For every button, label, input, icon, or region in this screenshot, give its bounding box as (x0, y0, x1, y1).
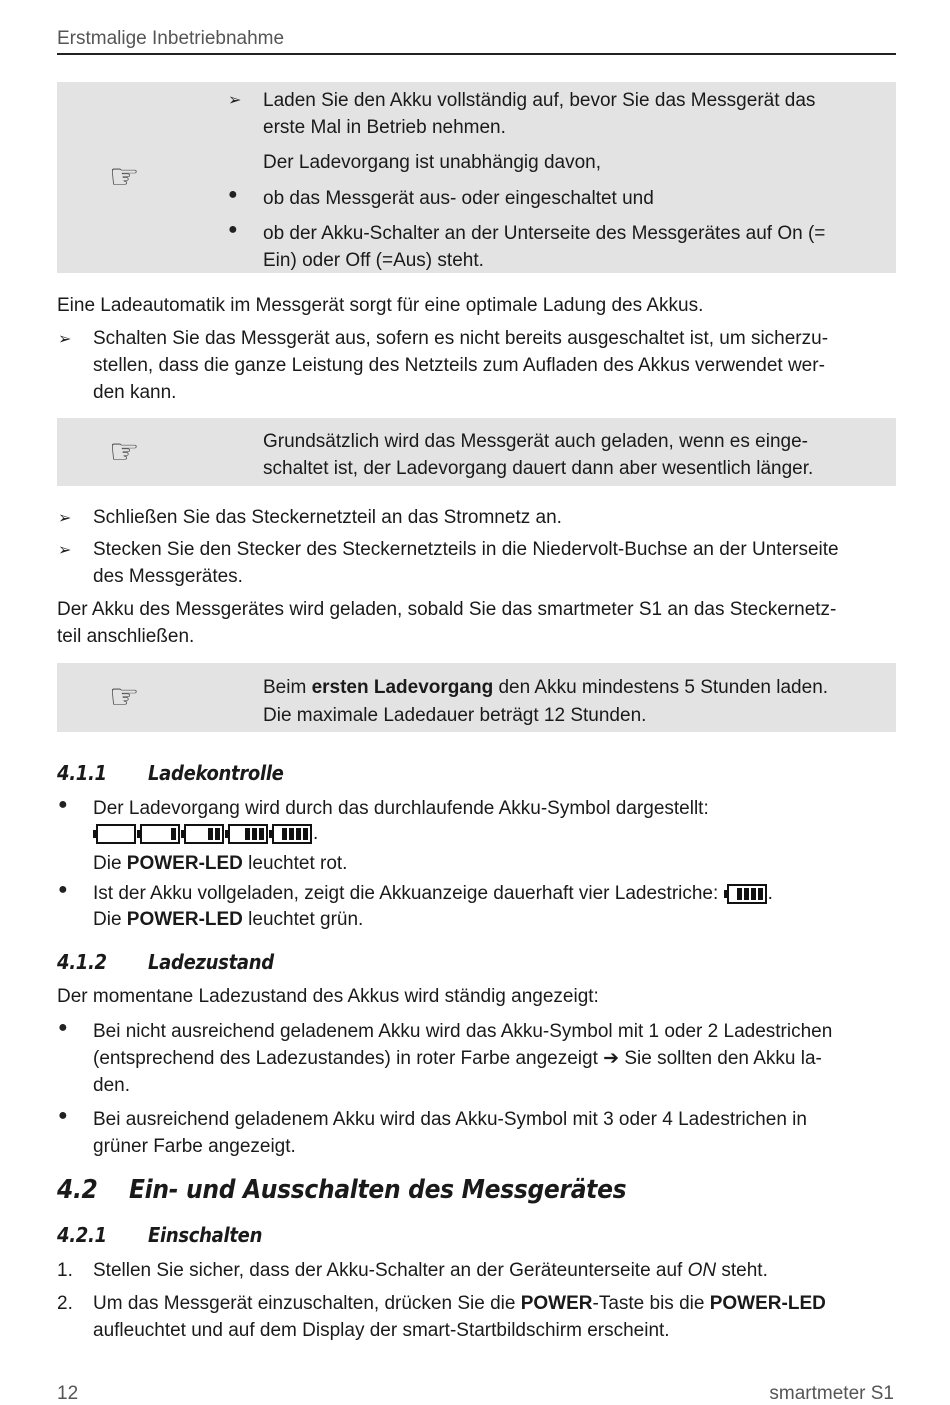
charge-bar (303, 828, 308, 840)
charge-bar (751, 888, 756, 900)
paragraph: Der Akku des Messgerätes wird geladen, sobald Sie das smartmeter S1 an das Steckernetz- (57, 599, 837, 620)
bullet-dot-icon: ● (58, 881, 68, 898)
section-title: Ladezustand (148, 950, 274, 974)
arrow-bullet-icon: ➢ (58, 542, 72, 559)
section-number: 4.1.2 (57, 950, 107, 974)
battery-full-icon (724, 883, 768, 904)
note3-line: Die maximale Ladedauer beträgt 12 Stunden. (263, 705, 647, 726)
list-item-text: Ist der Akku vollgeladen, zeigt die Akkuanzeige dauerhaft vier Ladestriche: . (93, 883, 773, 904)
note1-line: Der Ladevorgang ist unabhängig davon, (263, 152, 602, 173)
step-line: stellen, dass die ganze Leistung des Netzteils zum Aufladen des Akkus verwendet wer- (93, 355, 825, 376)
list-item-text: Stellen Sie sicher, dass der Akku-Schalter an der Geräteunterseite auf ON steht. (93, 1260, 768, 1281)
paragraph: Der momentane Ladezustand des Akkus wird ständig angezeigt: (57, 986, 599, 1007)
battery-icon (225, 823, 269, 845)
note1-line: erste Mal in Betrieb nehmen. (263, 117, 506, 138)
bullet-dot-icon: ● (58, 1019, 68, 1036)
pointing-hand-icon: ☞ (109, 678, 140, 716)
battery-icon-sequence (93, 823, 313, 844)
step-line: Schließen Sie das Steckernetzteil an das Stromnetz an. (93, 507, 562, 528)
led-status-line: Die POWER-LED leuchtet rot. (93, 853, 348, 874)
list-number: 1. (57, 1260, 73, 1281)
charge-bar (215, 828, 220, 840)
bullet-dot-icon: ● (58, 1107, 68, 1124)
battery-sequence: . (93, 820, 318, 847)
section-number: 4.2.1 (57, 1223, 107, 1247)
bullet-dot-icon: ● (58, 796, 68, 813)
arrow-bullet-icon: ➢ (58, 331, 72, 348)
list-item-text: Um das Messgerät einzuschalten, drücken Sie die POWER-Taste bis die POWER-LED (93, 1293, 826, 1314)
list-item-text: grüner Farbe angezeigt. (93, 1136, 296, 1157)
battery-icon (93, 823, 137, 845)
battery-icon (137, 823, 181, 845)
section-number: 4.2 (57, 1175, 98, 1205)
pointing-hand-icon: ☞ (109, 433, 140, 471)
paragraph: teil anschließen. (57, 626, 195, 647)
note1-line: ob das Messgerät aus- oder eingeschaltet und (263, 188, 654, 209)
list-number: 2. (57, 1293, 73, 1314)
section-title: Einschalten (148, 1223, 263, 1247)
arrow-bullet-icon: ➢ (58, 510, 72, 527)
charge-bar (252, 828, 257, 840)
note1-line: ob der Akku-Schalter an der Unterseite des Messgerätes auf On (= (263, 223, 826, 244)
note3-line: Beim ersten Ladevorgang den Akku mindestens 5 Stunden laden. (263, 677, 829, 698)
header-rule (57, 53, 896, 55)
step-line: Schalten Sie das Messgerät aus, sofern es nicht bereits ausgeschaltet ist, um sicherzu- (93, 328, 829, 349)
charge-bar (737, 888, 742, 900)
step-line: Stecken Sie den Stecker des Steckernetzteils in die Niedervolt-Buchse an der Unterseite (93, 539, 839, 560)
step-line: des Messgerätes. (93, 566, 243, 587)
list-item-text: (entsprechend des Ladezustandes) in roter Farbe angezeigt ➔ Sie sollten den Akku la- (93, 1048, 822, 1069)
list-item-text: Bei ausreichend geladenem Akku wird das Akku-Symbol mit 3 oder 4 Ladestrichen in (93, 1109, 807, 1130)
led-status-line: Die POWER-LED leuchtet grün. (93, 909, 364, 930)
right-arrow-icon: ➔ (603, 1048, 620, 1069)
bullet-dot-icon: ● (228, 221, 238, 238)
charge-bar (758, 888, 763, 900)
charge-bar (171, 828, 176, 840)
charge-bar (296, 828, 301, 840)
list-item-text: den. (93, 1075, 130, 1096)
running-header: Erstmalige Inbetriebnahme (57, 28, 285, 49)
note1-line: Laden Sie den Akku vollständig auf, bevor Sie das Messgerät das (263, 90, 816, 111)
charge-bar (282, 828, 287, 840)
charge-bar (289, 828, 294, 840)
list-item-text: Der Ladevorgang wird durch das durchlaufende Akku-Symbol dargestellt: (93, 798, 709, 819)
charge-bar (208, 828, 213, 840)
section-number: 4.1.1 (57, 761, 107, 785)
charge-bar (744, 888, 749, 900)
arrow-bullet-icon: ➢ (228, 92, 242, 109)
note1-line: Ein) oder Off (=Aus) steht. (263, 250, 484, 271)
product-name: smartmeter S1 (769, 1383, 894, 1404)
section-title: Ein- und Ausschalten des Messgerätes (129, 1175, 627, 1205)
charge-bar (259, 828, 264, 840)
battery-icon (269, 823, 313, 845)
pointing-hand-icon: ☞ (109, 158, 140, 196)
battery-icon (724, 883, 768, 905)
page-number: 12 (57, 1383, 79, 1404)
list-item-text: aufleuchtet und auf dem Display der smart-Startbildschirm erscheint. (93, 1320, 670, 1341)
step-line: den kann. (93, 382, 177, 403)
note2-line: schaltet ist, der Ladevorgang dauert dann aber wesentlich länger. (263, 458, 814, 479)
section-title: Ladekontrolle (148, 761, 284, 785)
list-item-text: Bei nicht ausreichend geladenem Akku wird das Akku-Symbol mit 1 oder 2 Ladestrichen (93, 1021, 833, 1042)
paragraph: Eine Ladeautomatik im Messgerät sorgt für eine optimale Ladung des Akkus. (57, 295, 704, 316)
charge-bar (245, 828, 250, 840)
bullet-dot-icon: ● (228, 186, 238, 203)
note2-line: Grundsätzlich wird das Messgerät auch geladen, wenn es einge- (263, 431, 808, 452)
battery-icon (181, 823, 225, 845)
